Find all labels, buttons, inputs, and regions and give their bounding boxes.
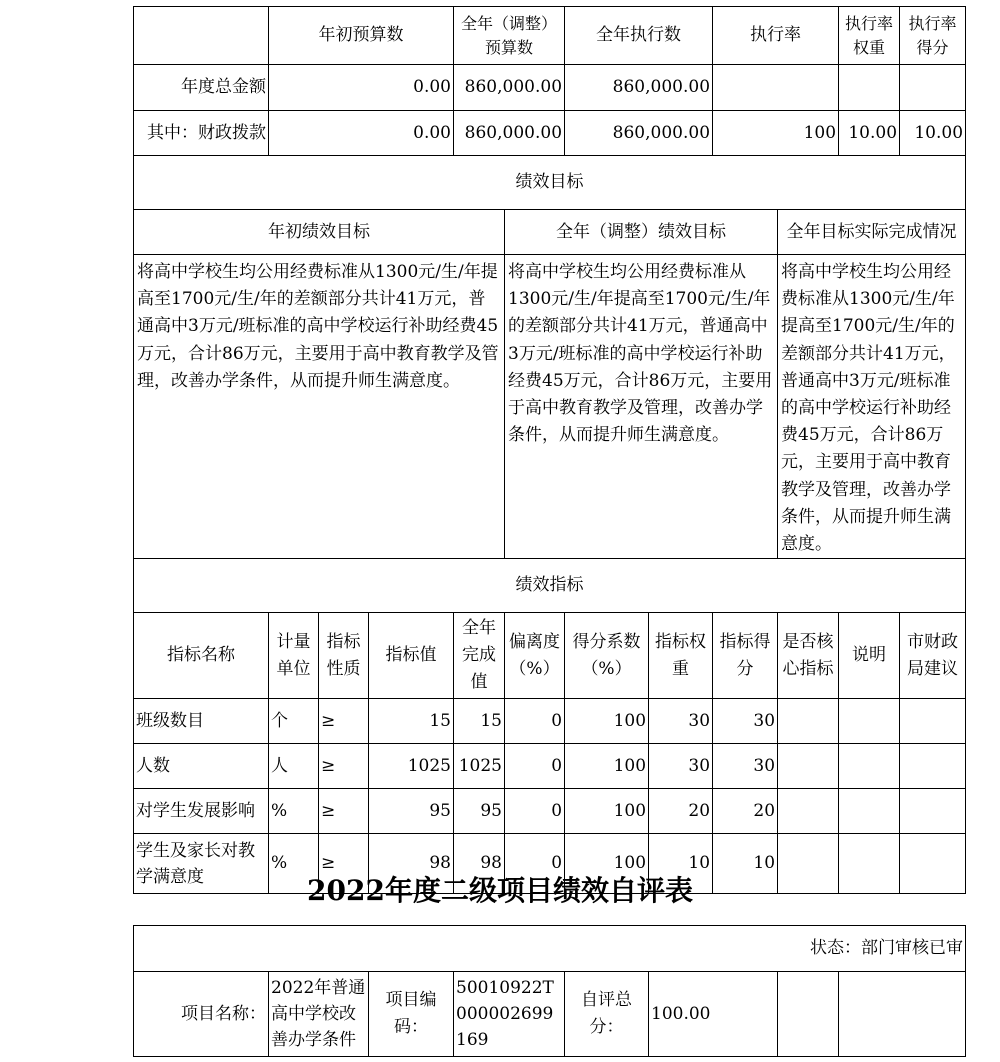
indicator-nature: ≥ bbox=[319, 699, 369, 744]
header-score: 指标得分 bbox=[713, 613, 778, 699]
indicator-core bbox=[778, 699, 839, 744]
actual-goal-title: 全年目标实际完成情况 bbox=[778, 210, 966, 255]
indicator-bureau bbox=[900, 699, 966, 744]
indicator-name: 学生及家长对教学满意度 bbox=[134, 834, 269, 894]
performance-table bbox=[133, 6, 966, 894]
indicator-weight: 20 bbox=[649, 789, 713, 834]
goals-section-title: 绩效目标 bbox=[134, 156, 966, 210]
indicator-note bbox=[839, 699, 900, 744]
indicators-section-row bbox=[134, 559, 966, 613]
goals-header-row bbox=[134, 210, 966, 255]
header-initial-budget: 年初预算数 bbox=[269, 7, 454, 65]
status-row bbox=[134, 926, 966, 972]
actual-goal-text: 将高中学校生均公用经费标准从1300元/生/年提高至1700元/生/年的差额部分共计41万元，普通高中3万元/班标准的高中学校运行补助经费45万元，合计86万元，主要用于高中教育教学及管理，改善办学条件，从而提升师生满意度。 bbox=[778, 255, 966, 559]
goals-section-row bbox=[134, 156, 966, 210]
header-core: 是否核心指标 bbox=[778, 613, 839, 699]
project-code-label: 项目编码： bbox=[369, 972, 454, 1057]
indicator-coef: 100 bbox=[565, 744, 649, 789]
weight-value: 10.00 bbox=[839, 111, 900, 156]
indicator-weight: 30 bbox=[649, 699, 713, 744]
header-indicator-name: 指标名称 bbox=[134, 613, 269, 699]
indicator-target: 95 bbox=[369, 789, 454, 834]
header-coef: 得分系数（%） bbox=[565, 613, 649, 699]
indicator-target: 98 bbox=[369, 834, 454, 894]
header-bureau: 市财政局建议 bbox=[900, 613, 966, 699]
blank-cell bbox=[839, 972, 966, 1057]
table-row bbox=[134, 699, 966, 744]
project-code: 50010922T000002699169 bbox=[454, 972, 565, 1057]
indicator-weight: 10 bbox=[649, 834, 713, 894]
indicator-bureau bbox=[900, 789, 966, 834]
indicator-deviation: 0 bbox=[505, 789, 565, 834]
document-title: 2022年度二级项目绩效自评表 bbox=[307, 874, 693, 907]
indicator-note bbox=[839, 789, 900, 834]
rate-value: 100 bbox=[713, 111, 839, 156]
project-name: 2022年普通高中学校改善办学条件 bbox=[269, 972, 369, 1057]
indicator-note bbox=[839, 744, 900, 789]
indicator-coef: 100 bbox=[565, 834, 649, 894]
budget-header-row bbox=[134, 7, 966, 65]
indicator-core bbox=[778, 744, 839, 789]
header-actual: 全年完成值 bbox=[454, 613, 505, 699]
header-weight: 指标权重 bbox=[649, 613, 713, 699]
indicator-score: 10 bbox=[713, 834, 778, 894]
adjusted-goal-title: 全年（调整）绩效目标 bbox=[505, 210, 778, 255]
header-rate-score: 执行率得分 bbox=[900, 7, 966, 65]
indicator-deviation: 0 bbox=[505, 744, 565, 789]
indicator-target: 15 bbox=[369, 699, 454, 744]
self-evaluation-table bbox=[133, 925, 966, 1057]
initial-goal-text: 将高中学校生均公用经费标准从1300元/生/年提高至1700元/生/年的差额部分共计41万元，普通高中3万元/班标准的高中学校运行补助经费45万元，合计86万元，主要用于高中教育教学及管理，改善办学条件，从而提升师生满意度。 bbox=[134, 255, 505, 559]
self-score: 100.00 bbox=[649, 972, 778, 1057]
indicator-unit: % bbox=[269, 834, 319, 894]
header-rate-weight: 执行率权重 bbox=[839, 7, 900, 65]
row-label: 其中：财政拨款 bbox=[134, 111, 269, 156]
indicator-nature: ≥ bbox=[319, 744, 369, 789]
header-adjusted-budget: 全年（调整）预算数 bbox=[454, 7, 565, 65]
header-unit: 计量单位 bbox=[269, 613, 319, 699]
indicator-core bbox=[778, 789, 839, 834]
indicator-name: 对学生发展影响 bbox=[134, 789, 269, 834]
self-score-label: 自评总分： bbox=[565, 972, 649, 1057]
budget-row-total bbox=[134, 65, 966, 111]
row-label: 年度总金额 bbox=[134, 65, 269, 111]
header-executed: 全年执行数 bbox=[565, 7, 713, 65]
indicator-unit: 人 bbox=[269, 744, 319, 789]
initial-value: 0.00 bbox=[269, 65, 454, 111]
indicators-section-title: 绩效指标 bbox=[134, 559, 966, 613]
indicator-score: 20 bbox=[713, 789, 778, 834]
table-row bbox=[134, 744, 966, 789]
adjusted-goal-text: 将高中学校生均公用经费标准从1300元/生/年提高至1700元/生/年的差额部分共计41万元，普通高中3万元/班标准的高中学校运行补助经费45万元，合计86万元，主要用于高中教育教学及管理，改善办学条件，从而提升师生满意度。 bbox=[505, 255, 778, 559]
adjusted-value: 860,000.00 bbox=[454, 65, 565, 111]
executed-value: 860,000.00 bbox=[565, 65, 713, 111]
indicators-header-row bbox=[134, 613, 966, 699]
header-rate: 执行率 bbox=[713, 7, 839, 65]
weight-value bbox=[839, 65, 900, 111]
indicator-actual: 95 bbox=[454, 789, 505, 834]
indicator-actual: 15 bbox=[454, 699, 505, 744]
budget-row-fiscal bbox=[134, 111, 966, 156]
header-note: 说明 bbox=[839, 613, 900, 699]
indicator-actual: 1025 bbox=[454, 744, 505, 789]
project-info-row bbox=[134, 972, 966, 1057]
indicator-coef: 100 bbox=[565, 699, 649, 744]
executed-value: 860,000.00 bbox=[565, 111, 713, 156]
indicator-weight: 30 bbox=[649, 744, 713, 789]
project-name-label: 项目名称： bbox=[134, 972, 269, 1057]
indicator-nature: ≥ bbox=[319, 789, 369, 834]
initial-goal-title: 年初绩效目标 bbox=[134, 210, 505, 255]
indicator-target: 1025 bbox=[369, 744, 454, 789]
header-nature: 指标性质 bbox=[319, 613, 369, 699]
score-value: 10.00 bbox=[900, 111, 966, 156]
blank-cell bbox=[134, 7, 269, 65]
goals-content-row bbox=[134, 255, 966, 559]
header-deviation: 偏离度（%） bbox=[505, 613, 565, 699]
indicator-unit: 个 bbox=[269, 699, 319, 744]
indicator-coef: 100 bbox=[565, 789, 649, 834]
initial-value: 0.00 bbox=[269, 111, 454, 156]
adjusted-value: 860,000.00 bbox=[454, 111, 565, 156]
indicator-score: 30 bbox=[713, 699, 778, 744]
indicator-unit: % bbox=[269, 789, 319, 834]
blank-cell bbox=[778, 972, 839, 1057]
indicator-name: 班级数目 bbox=[134, 699, 269, 744]
indicator-nature: ≥ bbox=[319, 834, 369, 894]
indicator-name: 人数 bbox=[134, 744, 269, 789]
rate-value bbox=[713, 65, 839, 111]
status-text: 状态：部门审核已审 bbox=[134, 926, 966, 972]
indicator-deviation: 0 bbox=[505, 834, 565, 894]
indicator-actual: 98 bbox=[454, 834, 505, 894]
score-value bbox=[900, 65, 966, 111]
indicator-score: 30 bbox=[713, 744, 778, 789]
table-row bbox=[134, 789, 966, 834]
indicator-bureau bbox=[900, 744, 966, 789]
header-target: 指标值 bbox=[369, 613, 454, 699]
indicator-deviation: 0 bbox=[505, 699, 565, 744]
